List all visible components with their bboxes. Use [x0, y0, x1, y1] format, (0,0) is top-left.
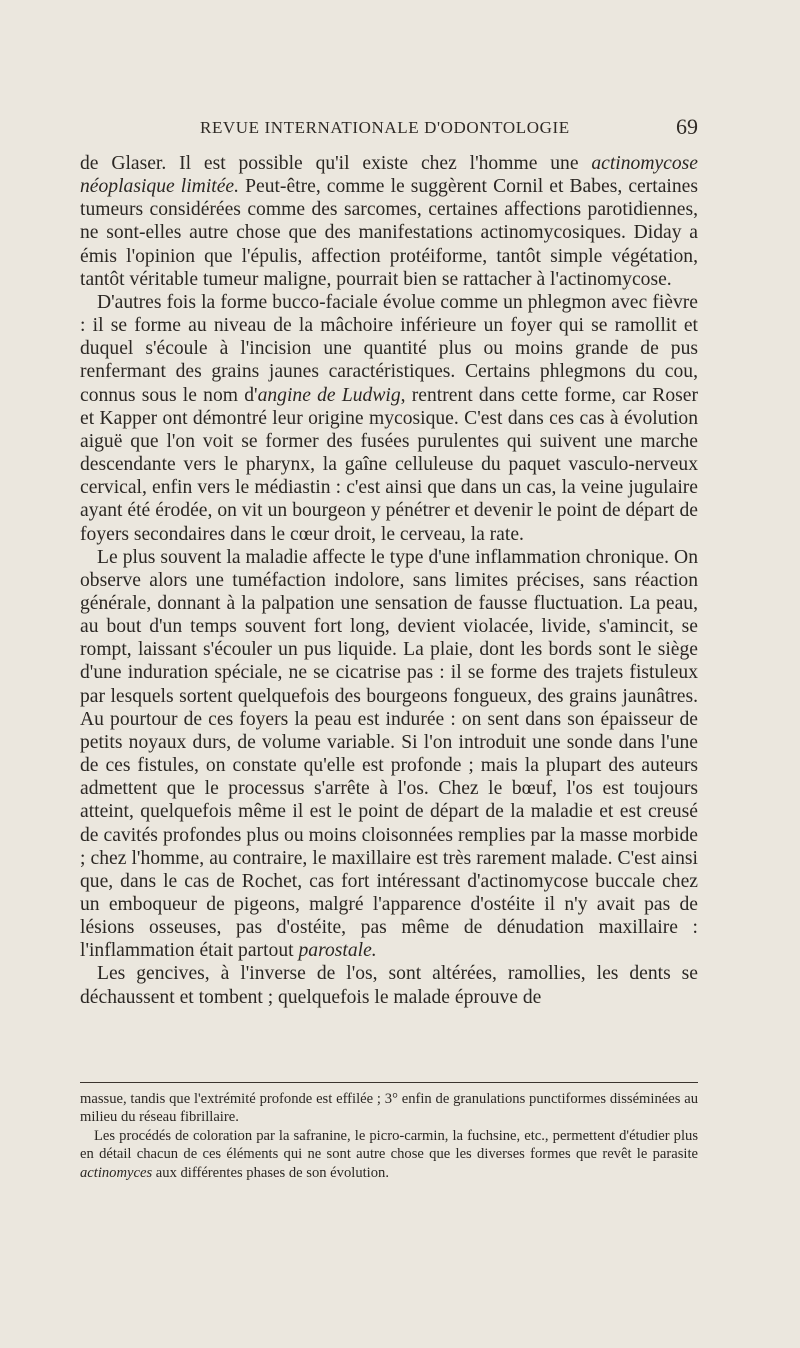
footnote-2: [80, 1127, 698, 1182]
p4-text-a: Les gencives, à l'inverse de l'os, sont altérées, ramollies, les dents se déchaussent et tombent ; quelquefois le malade éprouve de: [80, 963, 698, 1008]
p2-text-c: , rentrent dans cette forme, car Roser et Kapper ont démontré leur origine mycosique. C'est dans ces cas à évolution aiguë que l'on voit se former des fusées purulentes qui suivent une marche descendante vers le pharynx, la gaîne celluleuse du paquet vasculo-nerveux cervical, enfin vers le médiastin : c'est ainsi que dans un cas, la veine jugulaire ayant été érodée, on vit un bourgeon y pénétrer et devenir le point de départ de foyers secondaires dans le cœur droit, le cerveau, la rate.: [80, 384, 699, 545]
p1-text-c: Peut-être, comme le suggèrent Cornil et Babes, certaines tumeurs considérées comme des sarcomes, certaines affections parotidiennes, ne sont-elles autre chose que des manifestations actinomycosiques. Diday a émis l'opinion que l'épulis, affection protéiforme, tantôt simple végétation, tantôt véritable tumeur maligne, pourrait bien se rattacher à l'actinomycose.: [80, 176, 698, 290]
paragraph-2: [80, 291, 698, 546]
footnote-divider: [80, 1082, 698, 1083]
fn2-text-a: Les procédés de coloration par la safranine, le picro-carmin, la fuchsine, etc., permettent d'étudier plus en détail chacun de ces éléments qui ne sont autre chose que les diverses formes que revêt le parasite: [80, 1127, 698, 1163]
running-title: REVUE INTERNATIONALE D'ODONTOLOGIE: [200, 118, 570, 137]
p3-text-a: Le plus souvent la maladie affecte le type d'une inflammation chronique. On observe alors une tuméfaction indolore, sans limites précises, sans réaction générale, donnant à la palpation une sensation de fausse fluctuation. La peau, au bout d'un temps souvent fort long, devient violacée, livide, s'amincit, se rompt, laissant s'écouler un pus liquide. La plaie, dont les bords sont le siège d'une induration spéciale, ne se cicatrise pas : il se forme des trajets fistuleux par lesquels sortent quelquefois des bourgeons fongueux, des grains jaunâtres. Au pourtour de ces foyers la peau est indurée : on sent dans son épaisseur de petits noyaux durs, de volume variable. Si l'on introduit une sonde dans l'une de ces fistules, on constate qu'elle est profonde ; mais la plupart des auteurs admettent que le processus s'arrête à l'os. Chez le bœuf, l'os est toujours atteint, quelquefois même il est le point de départ de la maladie et est creusé de cavités profondes plus ou moins cloisonnées remplies par la masse morbide ; chez l'homme, au contraire, le maxillaire est très rarement malade. C'est ainsi que, dans le cas de Rochet, cas fort intéressant d'actinomycose buccale chez un emboqueur de pigeons, malgré l'apparence d'ostéite il n'y avait pas de lésions osseuses, pas d'ostéite, pas même de dénudation maxillaire : l'inflammation était partout: [80, 546, 698, 962]
footnotes: [80, 1090, 698, 1182]
paragraph-3: [80, 546, 698, 963]
p1-italic: actinomycose néoplasique limitée.: [80, 153, 698, 198]
footnote-1: massue, tandis que l'extrémité profonde est effilée ; 3° enfin de granulations punctiformes disséminées au milieu du réseau fibrillaire.: [80, 1091, 698, 1126]
page-header: [80, 114, 698, 148]
paragraph-1: [80, 152, 698, 291]
page-number: 69: [676, 114, 698, 139]
main-text: [80, 152, 698, 1009]
p2-text-a: D'autres fois la forme bucco-faciale évolue comme un phlegmon avec fièvre : il se forme au niveau de la mâchoire inférieure un foyer qui se ramollit et duquel s'écoule à l'incision une quantité plus ou moins grande de pus renfermant des grains jaunes caractéristiques. Certains phlegmons du cou, connus sous le nom d': [80, 291, 698, 406]
p3-italic: parostale.: [298, 940, 377, 962]
paragraph-4: [80, 962, 698, 1008]
p2-italic: angine de Ludwig: [257, 384, 401, 406]
fn2-text-c: aux différentes phases de son évolution.: [152, 1164, 389, 1181]
fn2-italic: actinomyces: [80, 1164, 153, 1181]
p1-text-a: de Glaser. Il est possible qu'il existe chez l'homme une: [80, 153, 592, 174]
